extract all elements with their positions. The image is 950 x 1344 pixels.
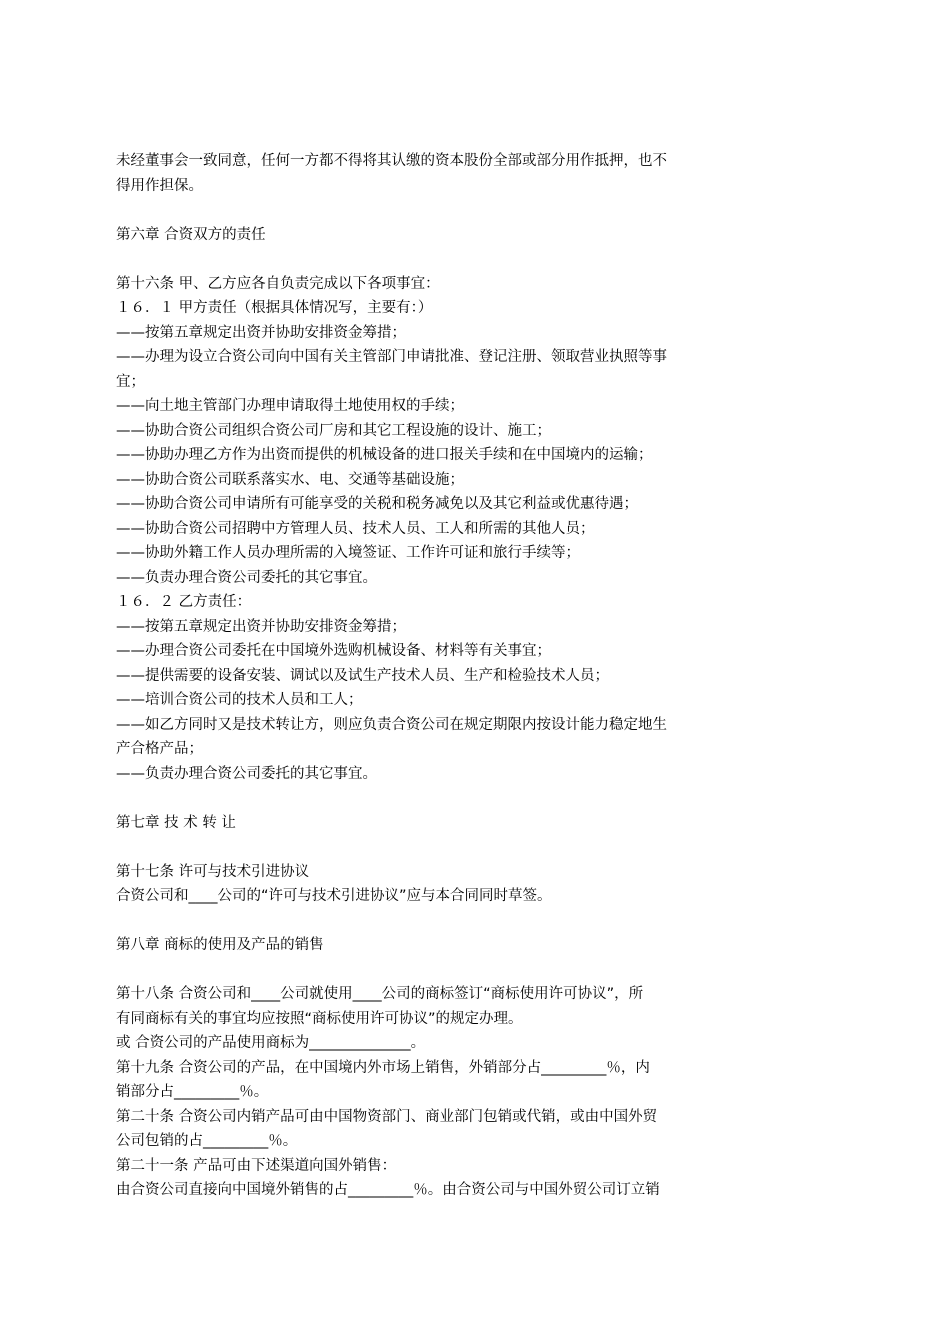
text-line: 第八章 商标的使用及产品的销售 xyxy=(116,937,324,953)
blank-line xyxy=(116,198,724,223)
text-line: ——如乙方同时又是技术转让方，则应负责合资公司在规定期限内按设计能力稳定地生 xyxy=(116,716,667,733)
text-line: 第十七条 许可与技术引进协议 xyxy=(116,863,310,880)
blank-line xyxy=(116,835,724,860)
text-line: 销部分占_________％。 xyxy=(116,1084,269,1100)
text-line: 第六章 合资双方的责任 xyxy=(116,226,266,243)
text-line: ——按第五章规定出资并协助安排资金筹措； xyxy=(116,324,406,341)
text-line: 未经董事会一致同意，任何一方都不得将其认缴的资本股份全部或部分用作抵押，也不 xyxy=(116,153,667,169)
text-line: ——协助合资公司组织合资公司厂房和其它工程设施的设计、施工； xyxy=(116,422,551,439)
blank-line xyxy=(116,786,724,811)
text-line: ——负责办理合资公司委托的其它事宜。 xyxy=(116,569,377,586)
text-line: ——协助办理乙方作为出资而提供的机械设备的进口报关手续和在中国境内的运输； xyxy=(116,447,653,463)
document-body xyxy=(116,149,724,1203)
text-line: ——协助合资公司招聘中方管理人员、技术人员、工人和所需的其他人员； xyxy=(116,520,595,537)
text-line: 或 合资公司的产品使用商标为______________。 xyxy=(116,1035,426,1051)
text-line: 得用作担保。 xyxy=(116,177,203,194)
text-line: 有同商标有关的事宜均应按照“商标使用许可协议”的规定办理。 xyxy=(116,1010,523,1027)
blank-line xyxy=(116,958,724,983)
text-line: ——协助合资公司联系落实水、电、交通等基础设施； xyxy=(116,471,464,488)
text-line: ——提供需要的设备安装、调试以及试生产技术人员、生产和检验技术人员； xyxy=(116,667,609,684)
blank-line xyxy=(116,247,724,272)
text-line: ——办理为设立合资公司向中国有关主管部门申请批准、登记注册、领取营业执照等事 xyxy=(116,349,667,365)
text-line: 第二十条 合资公司内销产品可由中国物资部门、商业部门包销或代销，或由中国外贸 xyxy=(116,1108,658,1125)
text-line: 第十八条 合资公司和____公司就使用____公司的商标签订“商标使用许可协议”，所 xyxy=(116,986,644,1002)
text-line: ——协助外籍工作人员办理所需的入境签证、工作许可证和旅行手续等； xyxy=(116,545,580,561)
text-line: ——培训合资公司的技术人员和工人； xyxy=(116,692,363,708)
text-line: 第十九条 合资公司的产品，在中国境内外市场上销售，外销部分占_________％，内 xyxy=(116,1059,650,1076)
text-line: ——按第五章规定出资并协助安排资金筹措； xyxy=(116,618,406,635)
text-line: ——协助合资公司申请所有可能享受的关税和税务减免以及其它利益或优惠待遇； xyxy=(116,496,638,512)
text-line: ——负责办理合资公司委托的其它事宜。 xyxy=(116,765,377,782)
text-line: 产合格产品； xyxy=(116,741,203,757)
text-line: １６．１ 甲方责任（根据具体情况写，主要有：） xyxy=(116,300,433,316)
text-line: 第二十一条 产品可由下述渠道向国外销售： xyxy=(116,1157,397,1174)
blank-line xyxy=(116,909,724,934)
text-line: 第七章 技 术 转 让 xyxy=(116,814,236,831)
text-line: 由合资公司直接向中国境外销售的占_________％。由合资公司与中国外贸公司订立销 xyxy=(116,1182,660,1198)
text-line: 合资公司和____公司的“许可与技术引进协议”应与本合同同时草签。 xyxy=(116,888,552,904)
text-line: 宜； xyxy=(116,373,145,390)
text-line: 第十六条 甲、乙方应各自负责完成以下各项事宜： xyxy=(116,275,440,292)
text-line: ——向土地主管部门办理申请取得土地使用权的手续； xyxy=(116,398,464,414)
text-line: ——办理合资公司委托在中国境外选购机械设备、材料等有关事宜； xyxy=(116,643,551,659)
text-line: １６．２ 乙方责任： xyxy=(116,594,252,610)
text-line: 公司包销的占_________％。 xyxy=(116,1133,298,1149)
